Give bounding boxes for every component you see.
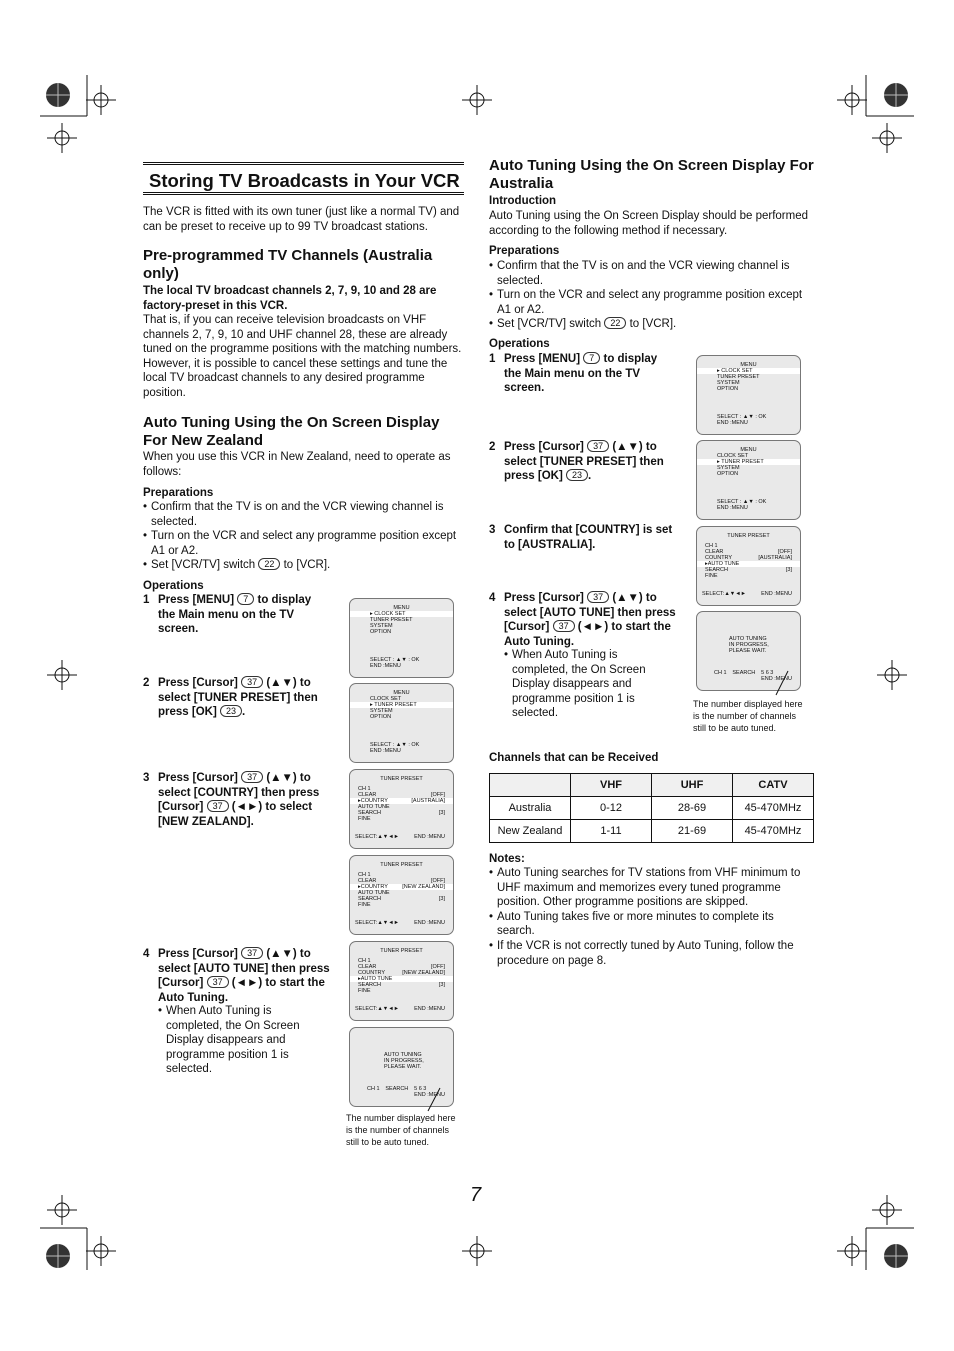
page-number: 7 [470, 1184, 482, 1206]
key-badge: 23 [220, 705, 242, 717]
intro-text: The VCR is fitted with its own tuner (just like a normal TV) and can be preset to receive up to 99 TV broadcast stations. [143, 206, 460, 233]
callout-line [420, 1085, 450, 1115]
osd-auto-tuning-screen: AUTO TUNING IN PROGRESS, PLEASE WAIT. CH 1 SEARCH 5 6 3 END :MENU [696, 611, 801, 691]
au-ops-label: Operations [489, 338, 550, 350]
au-intro: Auto Tuning using the On Screen Display should be performed according to the following method if necessary. [489, 210, 808, 237]
nz-step-2: 2 Press [Cursor] 37 (▲▼) to select [TUNER PRESET] then press [OK] 23 . [143, 677, 318, 718]
key-badge: 23 [566, 469, 588, 481]
key-badge: 37 [241, 771, 263, 783]
au-prep-list [489, 259, 811, 332]
list-item: • Set [VCR/TV] switch 22 to [VCR]. [489, 318, 677, 331]
notes-list [489, 866, 811, 968]
osd-tuner-preset-screen: TUNER PRESET CH 1 CLEAR [OFF] COUNTRY [NEW ZEALAND] ▸AUTO TUNE SEARCH [3] FINE SELECT:▲▼◄► END :MENU [349, 941, 454, 1021]
osd-auto-tuning-screen: AUTO TUNING IN PROGRESS, PLEASE WAIT. CH 1 SEARCH 5 6 3 END :MENU [349, 1027, 454, 1107]
osd-tuner-preset-screen: TUNER PRESET CH 1 CLEAR [OFF] ▸COUNTRY [AUSTRALIA] AUTO TUNE SEARCH [3] FINE SELECT:▲▼◄► END :MENU [349, 769, 454, 849]
key-badge: 37 [207, 800, 229, 812]
osd-menu-screen: MENU ▸ CLOCK SET TUNER PRESET SYSTEM OPTION SELECT : ▲▼ : OK END :MENU [349, 598, 454, 678]
key-badge: 22 [604, 317, 626, 329]
key-badge: 37 [241, 676, 263, 688]
au-caption: The number displayed here is the number of channels still to be auto tuned. [693, 699, 803, 733]
nz-prep-list [143, 500, 465, 573]
page-title: Storing TV Broadcasts in Your VCR [143, 162, 464, 195]
table-header: VHF [571, 774, 652, 797]
au-intro-label: Introduction [489, 195, 557, 207]
key-badge: 37 [587, 440, 609, 452]
table-row: New Zealand 1-11 21-69 45-470MHz [490, 820, 814, 843]
au-step-2: 2 Press [Cursor] 37 (▲▼) to select [TUNER PRESET] then press [OK] 23 . [489, 441, 664, 482]
key-badge: 37 [587, 591, 609, 603]
key-badge: 7 [237, 593, 254, 605]
osd-menu-screen: MENU ▸ CLOCK SET TUNER PRESET SYSTEM OPTION SELECT : ▲▼ : OK END :MENU [696, 355, 801, 435]
au-prep-label: Preparations [489, 245, 560, 257]
key-badge: 37 [241, 947, 263, 959]
preprog-bold: The local TV broadcast channels 2, 7, 9, 10 and 28 are factory-preset in this VCR. [143, 285, 437, 312]
list-item: • Set [VCR/TV] switch 22 to [VCR]. [143, 559, 331, 572]
list-item: • Confirm that the TV is on and the VCR viewing channel is selected. [143, 501, 444, 528]
osd-tuner-preset-screen: TUNER PRESET CH 1 CLEAR [OFF] ▸COUNTRY [NEW ZEALAND] AUTO TUNE SEARCH [3] FINE SELECT:▲▼◄► END :MENU [349, 855, 454, 935]
au-step-3: 3 Confirm that [COUNTRY] is set to [AUSTRALIA]. [489, 524, 673, 551]
callout-line [768, 668, 798, 698]
nz-prep-label: Preparations [143, 487, 214, 499]
osd-menu-screen: MENU CLOCK SET ▸ TUNER PRESET SYSTEM OPTION SELECT : ▲▼ : OK END :MENU [349, 683, 454, 763]
nz-step-4: 4 Press [Cursor] 37 (▲▼) to select [AUTO TUNE] then press [Cursor] 37 (◄►) to start the Auto Tuning. [143, 948, 330, 1004]
table-header: CATV [733, 774, 814, 797]
list-item: • Confirm that the TV is on and the VCR viewing channel is selected. [489, 260, 790, 287]
nz-ops-label: Operations [143, 580, 204, 592]
nz-caption: The number displayed here is the number of channels still to be auto tuned. [346, 1113, 456, 1147]
key-badge: 7 [583, 352, 600, 364]
osd-menu-screen: MENU CLOCK SET ▸ TUNER PRESET SYSTEM OPTION SELECT : ▲▼ : OK END :MENU [696, 440, 801, 520]
au-step-4-note: • When Auto Tuning is completed, the On Screen Display disappears and programme position 1 is selected. [504, 649, 646, 720]
list-item: • Turn on the VCR and select any programme position except A1 or A2. [489, 289, 803, 316]
nz-heading: Auto Tuning Using the On Screen Display For New Zealand [143, 414, 440, 449]
au-step-1: 1 Press [MENU] 7 to display the Main menu on the TV screen. [489, 353, 658, 394]
preprog-body: That is, if you can receive television broadcasts on VHF channels 2, 7, 9, 10 and UHF channel 28, these are already tuned on the programme positions with the matching numbers. However, it is possible to cancel these settings and tune the local TV broadcast channels to any desired programme position. [143, 314, 462, 399]
nz-step-3: 3 Press [Cursor] 37 (▲▼) to select [COUNTRY] then press [Cursor] 37 (◄►) to select [NEW ZEALAND]. [143, 772, 320, 828]
key-badge: 37 [553, 620, 575, 632]
list-item: • Auto Tuning searches for TV stations from VHF minimum to UHF maximum and memorizes every tuned programme position. Other programme positions are skipped. [489, 867, 801, 909]
preprog-heading: Pre-programmed TV Channels (Australia only) [143, 247, 433, 282]
channels-label: Channels that can be Received [489, 752, 659, 764]
notes-label: Notes: [489, 853, 525, 865]
nz-step-4-note: • When Auto Tuning is completed, the On Screen Display disappears and programme position 1 is selected. [158, 1005, 300, 1076]
au-heading: Auto Tuning Using the On Screen Display For Australia [489, 157, 814, 192]
channels-table [489, 773, 814, 843]
list-item: • Turn on the VCR and select any programme position except A1 or A2. [143, 530, 457, 557]
nz-intro: When you use this VCR in New Zealand, need to operate as follows: [143, 451, 451, 478]
key-badge: 37 [207, 976, 229, 988]
list-item: • If the VCR is not correctly tuned by Auto Tuning, follow the procedure on page 8. [489, 939, 794, 967]
table-row: Australia 0-12 28-69 45-470MHz [490, 797, 814, 820]
au-step-4: 4 Press [Cursor] 37 (▲▼) to select [AUTO TUNE] then press [Cursor] 37 (◄►) to start the Auto Tuning. [489, 592, 676, 648]
nz-step-1: 1 Press [MENU] 7 to display the Main menu on the TV screen. [143, 594, 312, 635]
list-item: • Auto Tuning takes five or more minutes to complete its search. [489, 910, 774, 938]
key-badge: 22 [258, 558, 280, 570]
osd-tuner-preset-screen: TUNER PRESET CH 1 CLEAR [OFF] COUNTRY [AUSTRALIA] ▸AUTO TUNE SEARCH [3] FINE SELECT:▲▼◄► END :MENU [696, 526, 801, 606]
table-header: UHF [652, 774, 733, 797]
table-header [490, 774, 571, 797]
